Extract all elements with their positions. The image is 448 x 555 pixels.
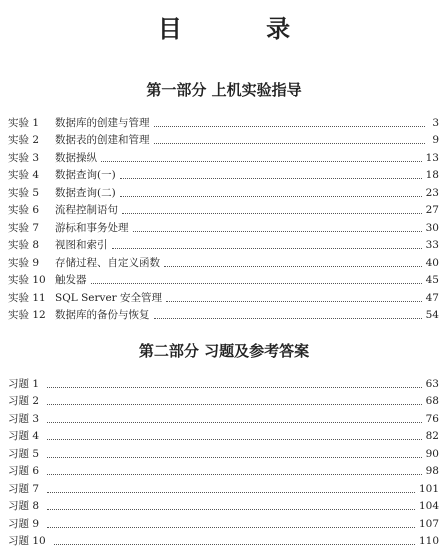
entry-number: 习题 4 — [8, 430, 40, 442]
entry-number: 实验 6 — [8, 204, 40, 216]
entry-page: 40 — [425, 256, 439, 269]
entry-page: 45 — [425, 274, 439, 286]
entry-page: 9 — [432, 134, 439, 146]
dot-leader — [154, 318, 422, 319]
toc-entry[interactable] — [8, 391, 439, 409]
entry-number: 习题 2 — [8, 395, 40, 407]
dot-leader — [47, 404, 422, 405]
entry-page: 47 — [425, 291, 439, 304]
dot-leader — [120, 196, 422, 197]
dot-leader — [133, 231, 422, 232]
toc-entry[interactable] — [8, 496, 439, 514]
dot-leader — [47, 527, 415, 528]
entry-number: 实验 9 — [8, 256, 40, 269]
entry-number: 习题 1 — [8, 377, 40, 390]
dot-leader — [154, 143, 426, 144]
entry-number: 习题 6 — [8, 465, 40, 477]
toc-entry[interactable] — [8, 200, 439, 218]
part1-heading: 第一部分 上机实验指导 — [146, 81, 302, 99]
entry-number: 实验 10 — [8, 274, 46, 286]
toc-entry[interactable] — [8, 130, 439, 148]
entry-number: 实验 8 — [8, 239, 40, 251]
dot-leader — [154, 126, 426, 127]
dot-leader — [91, 283, 422, 284]
entry-number: 实验 3 — [8, 151, 40, 164]
part2-heading: 第二部分 习题及参考答案 — [138, 342, 310, 360]
toc-entry[interactable] — [8, 531, 439, 549]
dot-leader — [101, 161, 422, 162]
entry-number: 实验 1 — [8, 116, 40, 129]
page-title: 目 录 — [157, 14, 329, 43]
dot-leader — [122, 213, 422, 214]
entry-page: 101 — [418, 482, 439, 495]
toc-entry[interactable] — [8, 513, 439, 531]
entry-number: 习题 8 — [8, 500, 40, 512]
entry-page: 82 — [425, 430, 439, 442]
entry-page: 3 — [432, 116, 439, 129]
dot-leader — [166, 301, 422, 302]
entry-number: 习题 9 — [8, 517, 40, 530]
dot-leader — [54, 544, 415, 545]
toc-entry[interactable] — [8, 182, 439, 200]
toc-entry[interactable] — [8, 147, 439, 165]
dot-leader — [47, 509, 415, 510]
toc-entry[interactable] — [8, 373, 439, 391]
entry-number: 实验 7 — [8, 221, 40, 234]
entry-page: 110 — [418, 535, 439, 547]
entry-title: 游标和事务处理 — [55, 221, 129, 234]
entry-title: 数据库的创建与管理 — [55, 116, 150, 129]
toc-entry[interactable] — [8, 426, 439, 444]
part1-toc-list — [8, 112, 439, 322]
entry-page: 68 — [425, 395, 439, 407]
entry-page: 33 — [425, 239, 439, 251]
toc-entry[interactable] — [8, 270, 439, 288]
entry-number: 习题 10 — [8, 535, 46, 547]
dot-leader — [47, 457, 422, 458]
dot-leader — [47, 492, 415, 493]
toc-entry[interactable] — [8, 252, 439, 270]
entry-page: 63 — [425, 377, 439, 390]
entry-number: 实验 4 — [8, 169, 40, 181]
entry-title: SQL Server 安全管理 — [55, 291, 163, 304]
toc-entry[interactable] — [8, 165, 439, 183]
entry-title: 存储过程、自定义函数 — [55, 256, 160, 269]
part2-toc-list — [8, 373, 439, 548]
entry-page: 104 — [418, 500, 439, 512]
entry-title: 视图和索引 — [55, 239, 108, 251]
toc-entry[interactable] — [8, 461, 439, 479]
toc-entry[interactable] — [8, 478, 439, 496]
entry-number: 实验 2 — [8, 134, 40, 146]
entry-page: 76 — [425, 412, 439, 425]
entry-page: 98 — [425, 465, 439, 477]
entry-title: 数据查询(一) — [55, 169, 116, 181]
entry-number: 实验 12 — [8, 309, 46, 321]
dot-leader — [112, 248, 422, 249]
dot-leader — [47, 439, 422, 440]
entry-page: 54 — [425, 309, 439, 321]
entry-number: 习题 5 — [8, 447, 40, 460]
entry-title: 数据查询(二) — [55, 186, 116, 199]
entry-number: 实验 11 — [8, 291, 46, 304]
entry-page: 23 — [425, 186, 439, 199]
entry-page: 27 — [425, 204, 439, 216]
toc-entry[interactable] — [8, 235, 439, 253]
entry-number: 实验 5 — [8, 186, 40, 199]
entry-page: 90 — [425, 447, 439, 460]
entry-title: 数据表的创建和管理 — [55, 134, 150, 146]
entry-title: 触发器 — [55, 274, 87, 286]
entry-page: 18 — [425, 169, 439, 181]
entry-title: 数据库的备份与恢复 — [55, 309, 150, 321]
dot-leader — [120, 178, 422, 179]
dot-leader — [47, 474, 422, 475]
toc-entry[interactable] — [8, 305, 439, 323]
entry-page: 13 — [425, 151, 439, 164]
dot-leader — [164, 266, 422, 267]
entry-number: 习题 3 — [8, 412, 40, 425]
entry-number: 习题 7 — [8, 482, 40, 495]
entry-page: 107 — [418, 517, 439, 530]
toc-entry[interactable] — [8, 217, 439, 235]
entry-title: 数据操纵 — [55, 151, 97, 164]
toc-entry[interactable] — [8, 287, 439, 305]
dot-leader — [47, 422, 422, 423]
entry-title: 流程控制语句 — [55, 204, 118, 216]
toc-entry[interactable] — [8, 408, 439, 426]
toc-entry[interactable] — [8, 443, 439, 461]
dot-leader — [47, 387, 422, 388]
toc-entry[interactable] — [8, 112, 439, 130]
entry-page: 30 — [425, 221, 439, 234]
